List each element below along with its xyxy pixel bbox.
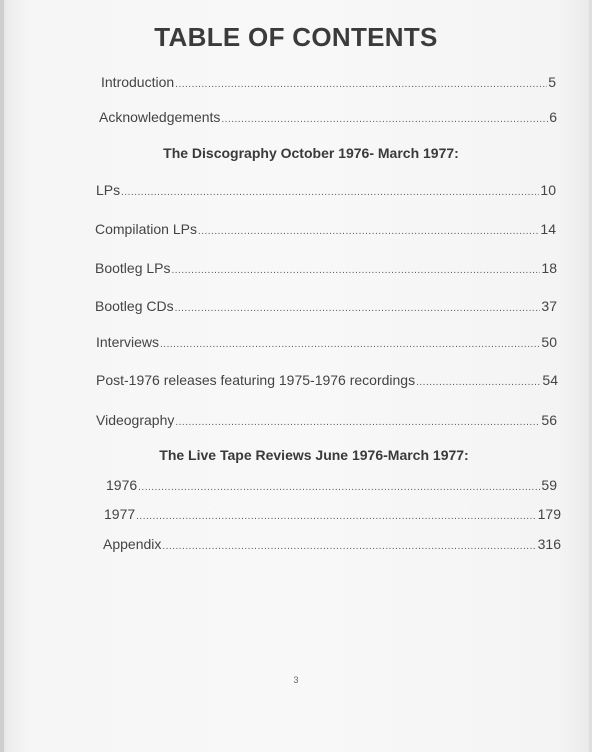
toc-entry-label: Acknowledgements bbox=[99, 109, 221, 125]
toc-entry-label: Appendix bbox=[103, 536, 162, 552]
toc-entry-acknowledgements bbox=[99, 109, 557, 125]
toc-entry-label: Interviews bbox=[96, 334, 160, 350]
toc-entry-page: 10 bbox=[540, 182, 556, 198]
toc-dot-leader bbox=[138, 482, 540, 493]
toc-entry-interviews bbox=[96, 334, 557, 350]
toc-dot-leader bbox=[198, 226, 539, 237]
page-number-folio: 3 bbox=[293, 675, 299, 685]
toc-entry-videography bbox=[96, 412, 557, 428]
toc-entry-introduction bbox=[101, 74, 556, 90]
toc-entry-label: Introduction bbox=[101, 74, 175, 90]
toc-dot-leader bbox=[221, 114, 548, 125]
toc-entry-label: Post-1976 releases featuring 1975-1976 recordings bbox=[96, 372, 416, 388]
toc-entry-page: 316 bbox=[537, 536, 561, 552]
toc-dot-leader bbox=[172, 265, 541, 276]
toc-dot-leader bbox=[416, 377, 541, 388]
toc-entry-label: 1977 bbox=[104, 506, 136, 522]
toc-entry-page: 56 bbox=[541, 412, 557, 428]
toc-dot-leader bbox=[175, 303, 541, 314]
toc-entry-compilation-lps bbox=[95, 221, 556, 237]
toc-entry-page: 37 bbox=[541, 298, 557, 314]
toc-dot-leader bbox=[121, 187, 539, 198]
toc-entry-post-1976-releases bbox=[96, 372, 558, 388]
toc-entry-page: 50 bbox=[541, 334, 557, 350]
toc-entry-1976 bbox=[106, 477, 557, 493]
toc-entry-1977 bbox=[104, 506, 561, 522]
toc-dot-leader bbox=[160, 339, 540, 350]
section-heading-live-tape-reviews: The Live Tape Reviews June 1976-March 1977: bbox=[159, 447, 469, 463]
toc-entry-label: Compilation LPs bbox=[95, 221, 197, 237]
toc-entry-appendix bbox=[103, 536, 561, 552]
page-binding-edge bbox=[0, 0, 4, 752]
toc-entry-label: Bootleg CDs bbox=[95, 298, 174, 314]
toc-entry-page: 14 bbox=[540, 221, 556, 237]
toc-dot-leader bbox=[175, 417, 540, 428]
toc-entry-label: 1976 bbox=[106, 477, 138, 493]
toc-dot-leader bbox=[136, 511, 536, 522]
toc-entry-bootleg-lps bbox=[95, 260, 557, 276]
toc-entry-lps bbox=[96, 182, 556, 198]
toc-entry-page: 5 bbox=[548, 74, 556, 90]
toc-entry-bootleg-cds bbox=[95, 298, 557, 314]
toc-dot-leader bbox=[175, 79, 547, 90]
section-heading-discography: The Discography October 1976- March 1977: bbox=[163, 145, 459, 161]
toc-entry-page: 179 bbox=[537, 506, 561, 522]
toc-dot-leader bbox=[162, 541, 536, 552]
toc-entry-page: 6 bbox=[549, 109, 557, 125]
toc-entry-label: Bootleg LPs bbox=[95, 260, 171, 276]
toc-entry-label: LPs bbox=[96, 182, 121, 198]
toc-entry-page: 59 bbox=[541, 477, 557, 493]
toc-entry-page: 18 bbox=[541, 260, 557, 276]
toc-entry-label: Videography bbox=[96, 412, 175, 428]
toc-entry-page: 54 bbox=[542, 372, 558, 388]
toc-title: TABLE OF CONTENTS bbox=[154, 22, 438, 52]
